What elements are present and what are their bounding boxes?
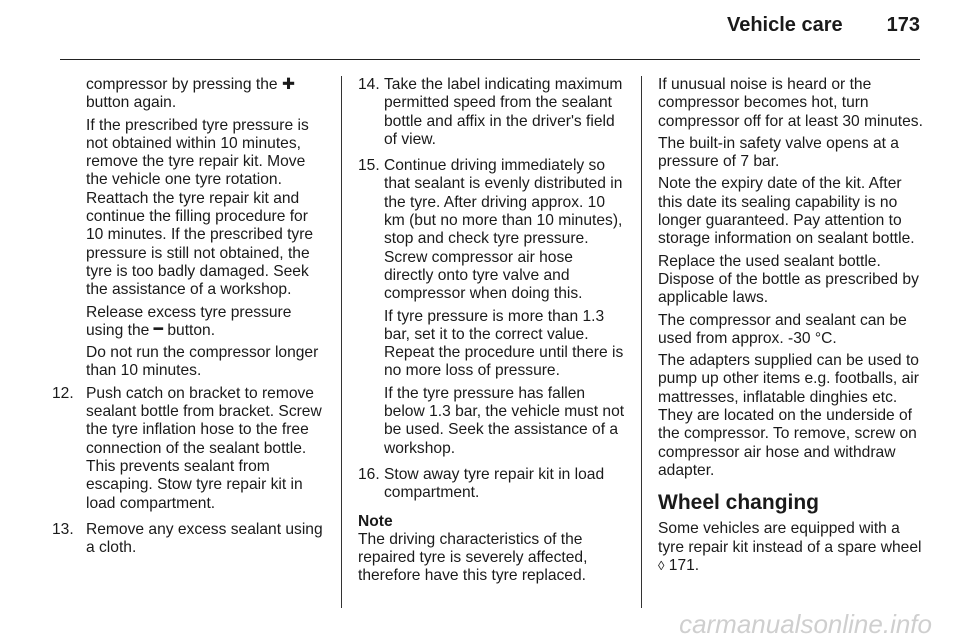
paragraph: If the prescribed tyre pressure is not obtained within 10 minutes, remove the tyre repair kit. Move the vehicle one tyre rotation. Reattach the tyre repair kit and continue the filling procedure for 10 minutes. If the prescribed tyre pressure is still not obtained, the tyre is too badly damaged. Seek the assistance of a workshop. — [86, 116, 314, 299]
step-number: 12. — [52, 384, 74, 402]
paragraph: The compressor and sealant can be used from approx. -30 °C. — [658, 311, 907, 347]
note-text: The driving characteristics of the repaired tyre is severely affected, therefore have this tyre replaced. — [358, 530, 588, 585]
step-text: Take the label indicating maximum permitted speed from the sealant bottle and affix in the driver's field of view. — [384, 76, 623, 148]
step-number: 15. — [358, 157, 380, 175]
page-number: 173 — [886, 14, 920, 36]
step-number: 16. — [358, 465, 380, 483]
step-text: Push catch on bracket to remove sealant bottle from bracket. Screw the tyre inflation hose to the free connection of the sealant bottle. This prevents sealant from escaping. Stow tyre repair kit in load compartment. — [86, 384, 322, 512]
paragraph: If unusual noise is heard or the compressor becomes hot, turn compressor off for at least 30 minutes. — [658, 76, 923, 130]
paragraph: The adapters supplied can be used to pump up other items e.g. footballs, air mattresses, inflatable dinghies etc. They are located on the underside of the compressor. To remove, screw on compressor air hose and withdraw adapter. — [658, 352, 919, 479]
watermark: carmanualsonline.info — [679, 609, 932, 639]
paragraph: Some vehicles are equipped with a tyre repair kit instead of a spare wheel ◊ 171. — [658, 520, 922, 574]
step-15 — [358, 157, 626, 462]
page-header — [727, 14, 920, 50]
column-2 — [358, 76, 626, 590]
paragraph: Release excess tyre pressure using the ━ button. — [86, 303, 292, 339]
column-divider-2 — [641, 76, 642, 608]
paragraph: The built-in safety valve opens at a pressure of 7 bar. — [658, 134, 899, 171]
step-text: Continue driving immediately so that sealant is evenly distributed in the tyre. After driving approx. 10 km (but no more than 10 minutes), stop and check tyre pressure. Screw compressor air hose directly onto tyre valve and compressor when doing this. — [384, 157, 623, 303]
paragraph: compressor by pressing the ✚ button again. — [86, 76, 295, 112]
column-1 — [52, 76, 326, 565]
step-text: Remove any excess sealant using a cloth. — [86, 520, 323, 557]
step-number: 14. — [358, 76, 380, 93]
column-divider-1 — [341, 76, 342, 608]
paragraph: Note the expiry date of the kit. After this date its sealing capability is no longer guaranteed. Pay attention to storage information on sealant bottle. — [658, 175, 915, 248]
section-heading: Wheel changing — [658, 491, 820, 515]
step-16 — [358, 466, 626, 507]
plus-button-icon: ✚ — [281, 76, 295, 93]
paragraph: Do not run the compressor longer than 10 minutes. — [86, 344, 319, 380]
column-3 — [658, 76, 926, 579]
step-number: 13. — [52, 520, 74, 538]
note-heading: Note — [358, 512, 393, 530]
section-title: Vehicle care — [726, 14, 843, 36]
cross-reference-icon: ◊ — [658, 557, 665, 573]
step-text: Stow away tyre repair kit in load compartment. — [384, 465, 605, 502]
step-13 — [52, 521, 326, 562]
step-text: If the tyre pressure has fallen below 1.3 bar, the vehicle must not be used. Seek the assistance of a workshop. — [384, 384, 625, 457]
step-12 — [52, 385, 326, 517]
paragraph: Replace the used sealant bottle. Dispose of the bottle as prescribed by applicable laws. — [658, 252, 919, 307]
header-divider — [60, 59, 920, 60]
step-14 — [358, 76, 626, 153]
minus-button-icon: ━ — [153, 320, 164, 338]
step-text: If tyre pressure is more than 1.3 bar, set it to the correct value. Repeat the procedure until there is no more loss of pressure. — [384, 307, 624, 380]
